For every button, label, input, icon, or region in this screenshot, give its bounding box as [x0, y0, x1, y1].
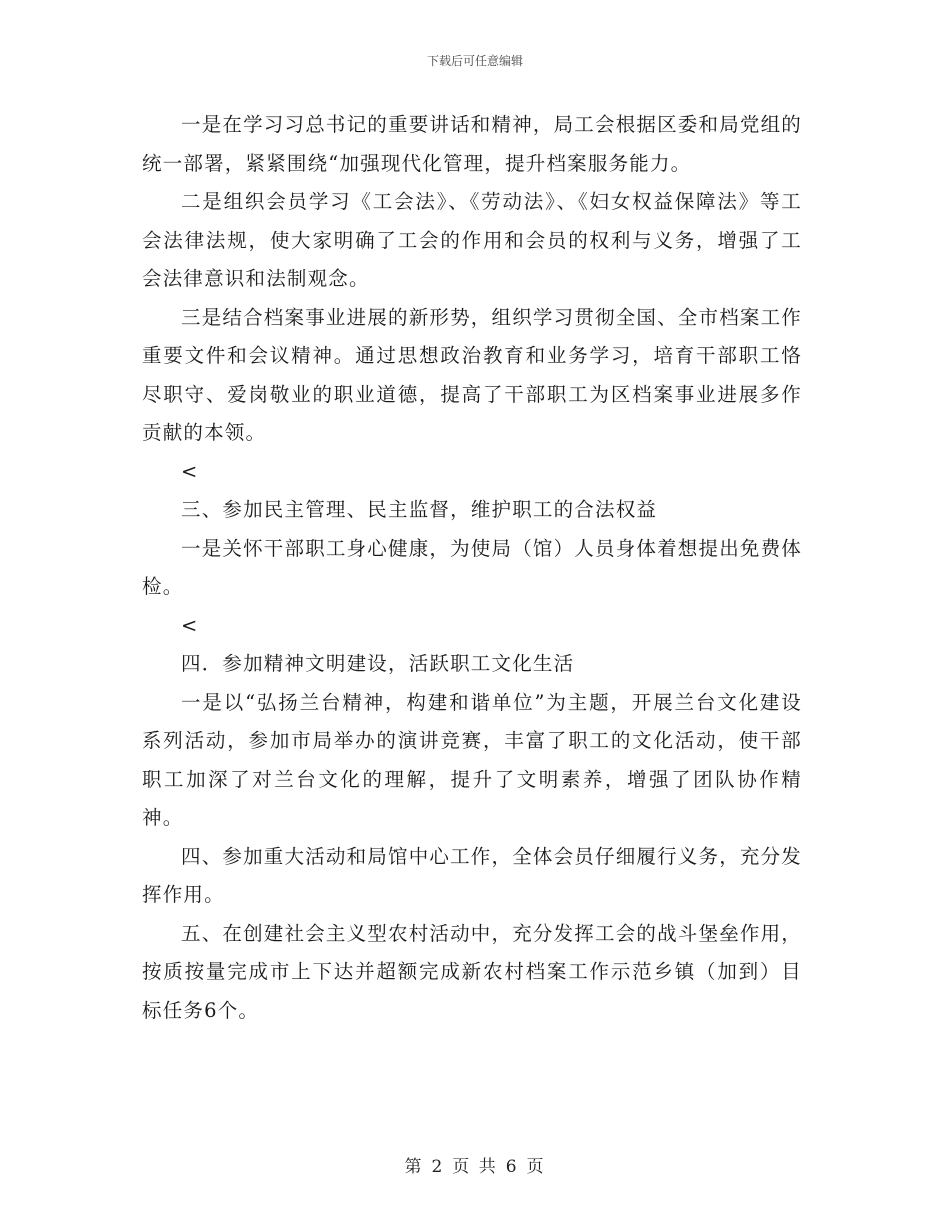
paragraph-union-law: 二是组织会员学习《工会法》、《劳动法》、《妇女权益保障法》等工会法律法规，使大家明确了工会的作用和会员的权利与义务，增强了工会法律意识和法制观念。 [142, 190, 802, 290]
footer-page-number: 2 [431, 1157, 445, 1177]
page-footer [0, 1152, 950, 1177]
section-heading-spiritual-civilization: 四．参加精神文明建设，活跃职工文化生活 [181, 652, 575, 675]
stray-mark: < [181, 613, 199, 637]
paragraph-lantai-culture: 一是以“弘扬兰台精神，构建和谐单位”为主题，开展兰台文化建设系列活动，参加市局举办的演讲竞赛，丰富了职工的文化活动，使干部职工加深了对兰台文化的理解，提升了文明素养，增强了团队协作精神。 [142, 690, 802, 829]
footer-middle: 页 共 [452, 1157, 498, 1177]
header-note: 下载后可任意编辑 [426, 54, 523, 68]
paragraph-new-rural-archives: 五、在创建社会主义型农村活动中，充分发挥工会的战斗堡垒作用，按质按量完成市上下达并超额完成新农村档案工作示范乡镇（加到）目标任务6个。 [142, 921, 803, 1022]
section-heading-democratic-management: 三、参加民主管理、民主监督，维护职工的合法权益 [181, 498, 658, 521]
paragraph-health-check: 一是关怀干部职工身心健康，为使局（馆）人员身体着想提出免费体检。 [142, 536, 803, 598]
document-body [142, 106, 802, 1030]
paragraph-major-activities: 四、参加重大活动和局馆中心工作，全体会员仔细履行义务，充分发挥作用。 [142, 844, 803, 906]
paragraph-study-speech: 一是在学习习总书记的重要讲话和精神，局工会根据区委和局党组的统一部署，紧紧围绕“加强现代化管理，提升档案服务能力。 [142, 113, 803, 175]
paragraph-archive-work: 三是结合档案事业进展的新形势，组织学习贯彻全国、全市档案工作重要文件和会议精神。通过思想政治教育和业务学习，培育干部职工恪尽职守、爱岗敬业的职业道德，提高了干部职工为区档案事业进展多作贡献的本领。 [142, 305, 803, 444]
stray-mark: < [181, 459, 199, 483]
footer-total-pages: 6 [505, 1157, 519, 1177]
footer-prefix: 第 [404, 1157, 424, 1177]
footer-suffix: 页 [526, 1157, 546, 1177]
